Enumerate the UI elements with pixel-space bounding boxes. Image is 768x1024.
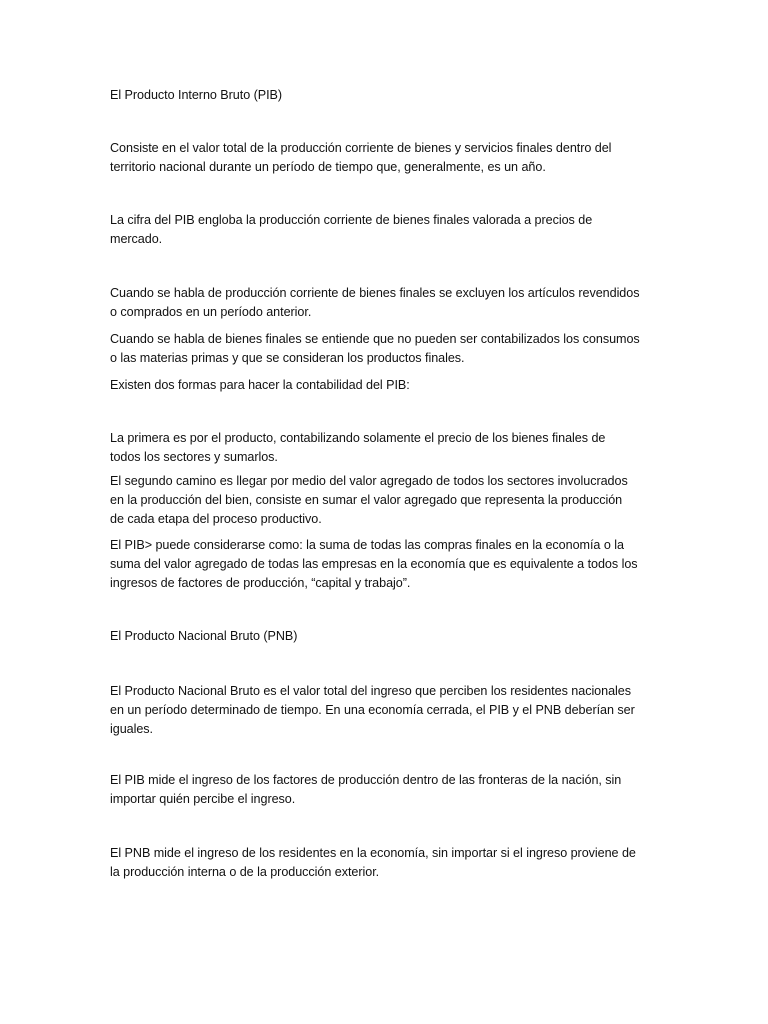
paragraph-value-added-method: El segundo camino es llegar por medio del valor agregado de todos los sectores involucrados en la producción del bien, consiste en sumar el valor agregado que representa la producción de cada etapa del proceso productivo. — [110, 474, 628, 526]
paragraph-final-goods: Cuando se habla de bienes finales se entiende que no pueden ser contabilizados los consumos o las materias primas y que se consideran los productos finales. — [110, 332, 640, 365]
paragraph-two-methods: Existen dos formas para hacer la contabilidad del PIB: — [110, 378, 410, 392]
paragraph-product-method: La primera es por el producto, contabilizando solamente el precio de los bienes finales de todos los sectores y sumarlos. — [110, 431, 606, 464]
paragraph-pnb-definition: El Producto Nacional Bruto es el valor total del ingreso que perciben los residentes nacionales en un período determinado de tiempo. En una economía cerrada, el PIB y el PNB deberían ser iguales. — [110, 684, 635, 736]
paragraph-pib-measures: El PIB mide el ingreso de los factores de producción dentro de las fronteras de la nación, sin importar quién percibe el ingreso. — [110, 773, 622, 806]
paragraph-pib-sum: El PIB> puede considerarse como: la suma de todas las compras finales en la economía o la suma del valor agregado de todas las empresas en la economía que es equivalente a todos los ingresos de factores de producción, “capital y trabajo”. — [110, 538, 638, 590]
paragraph-pib-definition: Consiste en el valor total de la producción corriente de bienes y servicios finales dentro del territorio nacional durante un período de tiempo que, generalmente, es un año. — [110, 141, 612, 174]
paragraph-pib-market-prices: La cifra del PIB engloba la producción corriente de bienes finales valorada a precios de mercado. — [110, 213, 593, 246]
heading-pib: El Producto Interno Bruto (PIB) — [110, 88, 283, 102]
paragraph-current-production: Cuando se habla de producción corriente de bienes finales se excluyen los artículos revendidos o comprados en un período anterior. — [110, 286, 640, 319]
heading-pnb: El Producto Nacional Bruto (PNB) — [110, 629, 298, 643]
paragraph-pnb-measures: El PNB mide el ingreso de los residentes en la economía, sin importar si el ingreso proviene de la producción interna o de la producción exterior. — [110, 846, 636, 879]
